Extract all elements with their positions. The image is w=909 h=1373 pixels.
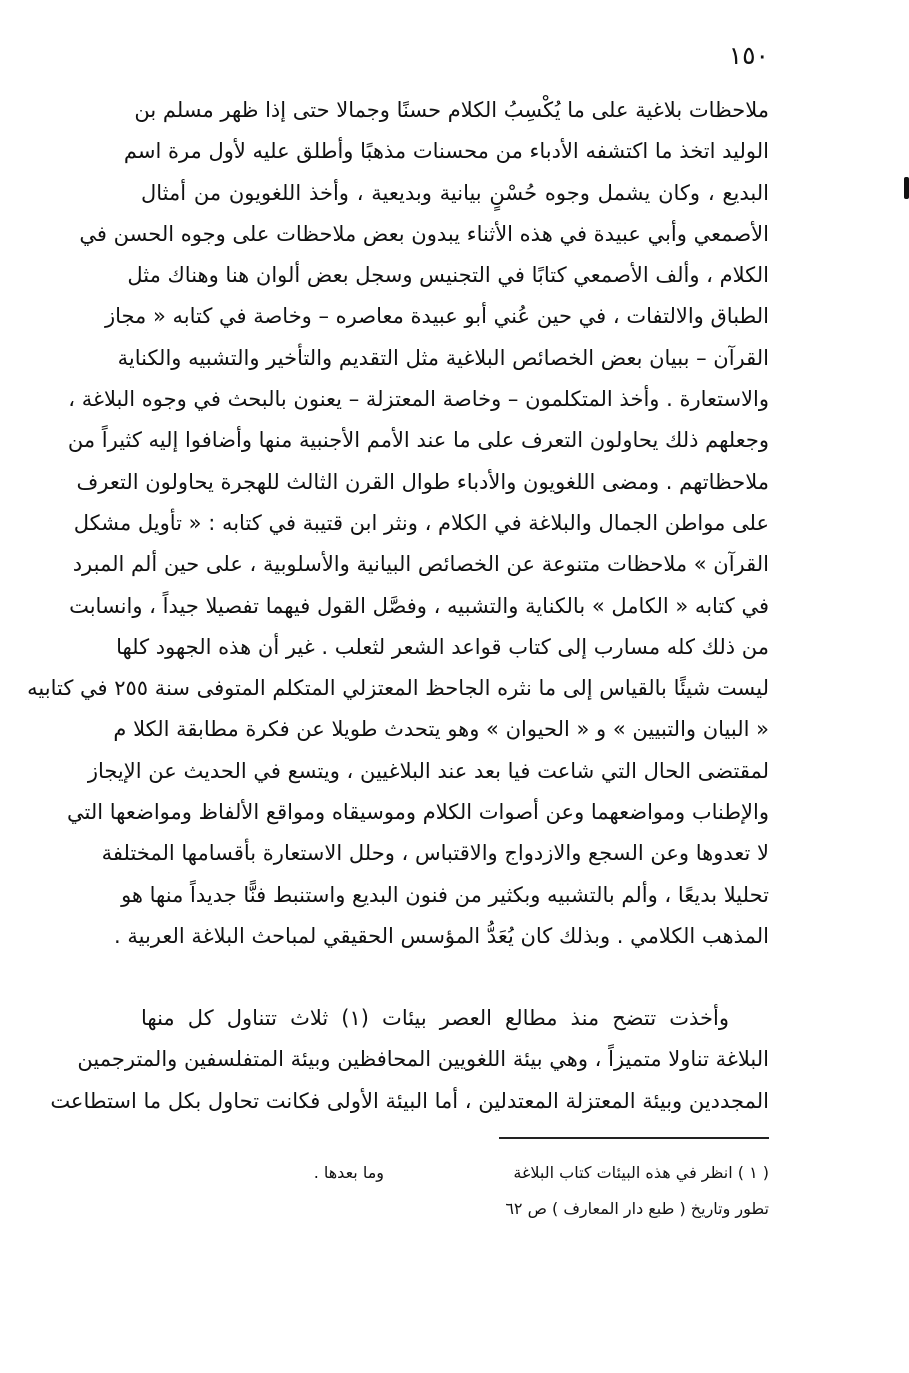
text-line: في كتابه « الكامل » بالكناية والتشبيه ، وفصَّل القول فيهما تفصيلا جيداً ، وانسابت bbox=[69, 593, 769, 618]
text-line: والإطناب ومواضعهما وعن أصوات الكلام وموسيقاه ومواقع الألفاظ ومواضعها التي bbox=[67, 800, 769, 825]
footnote-line bbox=[141, 1155, 769, 1191]
text-line: الوليد اتخذ ما اكتشفه الأدباء من محسنات مذهبًا وأطلق عليه لأول مرة اسم bbox=[123, 139, 769, 164]
text-line: تحليلا بديعًا ، وألم بالتشبيه وبكثير من فنون البديع واستنبط فنًّا جديداً منها هو bbox=[121, 882, 769, 907]
text-line: الطباق والالتفات ، في حين عُني أبو عبيدة معاصره – وخاصة في كتابه « مجاز bbox=[104, 304, 769, 329]
footnote-divider bbox=[499, 1137, 769, 1139]
page-number: ١٥٠ bbox=[728, 41, 769, 70]
text-line: والاستعارة . وأخذ المتكلمون – وخاصة المعتزلة – يعنون بالبحث في وجوه البلاغة ، bbox=[68, 387, 769, 412]
footnote-line: تطور وتاريخ ( طبع دار المعارف ) ص ٦٢ bbox=[505, 1199, 769, 1218]
text-line: « البيان والتبيين » و « الحيوان » وهو يتحدث طويلا عن فكرة مطابقة الكلا م bbox=[113, 717, 769, 742]
text-line: البديع ، وكان يشمل وجوه حُسْنٍ بيانية وبديعية ، وأخذ اللغويون من أمثال bbox=[141, 180, 769, 205]
text-line: على مواطن الجمال والبلاغة في الكلام ، ونثر ابن قتيبة في كتابه : « تأويل مشكل bbox=[73, 510, 769, 535]
text-line: الكلام ، وألف الأصمعي كتابًا في التجنيس وسجل بعض ألوان هنا وهناك مثل bbox=[127, 263, 769, 288]
footnote bbox=[141, 1155, 769, 1227]
text-line: المجددين وبيئة المعتزلة المعتدلين ، أما البيئة الأولى فكانت تحاول بكل ما استطاعت bbox=[50, 1088, 769, 1113]
text-line: الأصمعي وأبي عبيدة في هذه الأثناء يبدون بعض ملاحظات على وجوه الحسن في bbox=[79, 221, 769, 246]
text-line: وأخذت تتضح منذ مطالع العصر بيئات (١) ثلاث تتناول كل منها bbox=[141, 1006, 729, 1030]
text-line: ملاحظاتهم . ومضى اللغويون والأدباء طوال القرن الثالث للهجرة يحاولون التعرف bbox=[76, 469, 769, 494]
paragraph-1 bbox=[27, 90, 769, 957]
paragraph-2 bbox=[50, 998, 769, 1122]
text-line: ليست شيئًا بالقياس إلى ما نثره الجاحظ المعتزلي المتكلم المتوفى سنة ٢٥٥ في كتابيه bbox=[27, 676, 769, 701]
text-line: القرآن – ببيان بعض الخصائص البلاغية مثل التقديم والتأخير والتشبيه والكناية bbox=[117, 345, 769, 370]
margin-mark bbox=[904, 177, 909, 199]
text-line: لا تعدوها وعن السجع والازدواج والاقتباس ، وحلل الاستعارة بأقسامها المختلفة bbox=[101, 841, 769, 866]
text-line: من ذلك كله مسارب إلى كتاب قواعد الشعر لثعلب . غير أن هذه الجهود كلها bbox=[116, 634, 769, 659]
footnote-text: ( ١ ) انظر في هذه البيئات كتاب البلاغة bbox=[513, 1163, 769, 1182]
footnote-text: وما بعدها . bbox=[313, 1163, 384, 1182]
text-line: لمقتضى الحال التي شاعت فيا بعد عند البلاغيين ، ويتسع في الحديث عن الإيجاز bbox=[87, 758, 769, 783]
text-line: القرآن » ملاحظات متنوعة عن الخصائص البيانية والأسلوبية ، على حين ألم المبرد bbox=[72, 552, 769, 577]
text-line: ملاحظات بلاغية على ما يُكْسِبُ الكلام حسنًا وجمالا حتى إذا ظهر مسلم بن bbox=[134, 98, 769, 122]
text-line: وجعلهم ذلك يحاولون التعرف على ما عند الأمم الأجنبية منها وأضافوا إليه كثيراً من bbox=[67, 428, 769, 453]
text-line: المذهب الكلامي . وبذلك كان يُعَدُّ المؤسس الحقيقي لمباحث البلاغة العربية . bbox=[114, 923, 769, 948]
text-line: البلاغة تناولا متميزاً ، وهي بيئة اللغويين المحافظين وبيئة المتفلسفين والمترجمين bbox=[77, 1047, 769, 1072]
